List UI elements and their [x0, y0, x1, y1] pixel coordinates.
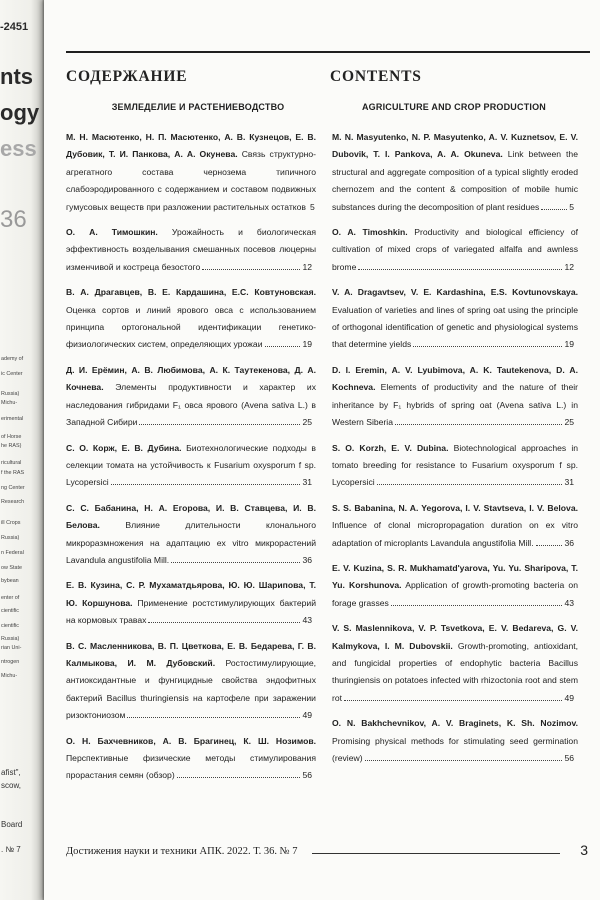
strip-text: he RAS) [1, 443, 22, 449]
contents-english [330, 68, 578, 775]
entry-authors: С. О. Корж, Е. В. Дубина. [66, 442, 182, 453]
strip-text: Russia) [1, 636, 20, 642]
strip-text: cientific [1, 608, 19, 614]
strip-text: ill Crops [1, 520, 21, 526]
strip-text: rian Uni- [1, 645, 22, 651]
leader-dots [413, 345, 562, 347]
strip-text: ogy [0, 100, 40, 125]
strip-text: Russia) [1, 535, 20, 541]
toc-entry [330, 440, 578, 492]
leader-dots [177, 776, 301, 778]
entry-title: Связь структурно-агрегатного состава чернозема типичного слабоэродированного с содержанием и составом подвижных гумусовых веществ при разложении растительных остатков [66, 149, 317, 212]
entry-authors: M. N. Masyutenko, N. P. Masyutenko, A. V. Kuznetsov, E. V. Dubovik, T. I. Pankova, A. A. Okuneva. [332, 132, 578, 160]
entry-page: 56 [564, 753, 574, 763]
entry-page: 49 [302, 710, 312, 721]
leader-dots [139, 423, 300, 425]
entry-authors: В. С. Масленникова, В. П. Цветкова, Е. В. Бедарева, Г. В. Калмыкова, И. М. Дубовский. [66, 640, 316, 668]
entry-page: 19 [564, 339, 574, 350]
toc-entry [330, 362, 578, 432]
toc-entry [66, 577, 330, 629]
toc-entry [66, 362, 330, 432]
entry-authors: E. V. Kuzina, S. R. Mukhamatd'yarova, Yu. Yu. Sharipova, T. Yu. Korshunova. [332, 562, 578, 591]
heading-ru: СОДЕРЖАНИЕ [66, 68, 188, 85]
entry-page: 36 [302, 554, 312, 565]
section-title-ru: ЗЕМЛЕДЕЛИЕ И РАСТЕНИЕВОДСТВО [111, 102, 285, 112]
entry-title: Influence of clonal micropropagation duration on ex vitro adaptation of microplants Lavandula angustifolia Mill. [332, 520, 578, 548]
strip-text: enter of [1, 595, 20, 601]
leader-dots [377, 483, 563, 485]
strip-text: -2451 [0, 21, 29, 33]
footer-rule [312, 853, 560, 854]
entry-page: 31 [564, 477, 574, 488]
entry-authors: С. С. Бабанина, Н. А. Егорова, И. В. Ставцева, И. В. Белова. [66, 502, 316, 531]
strip-text: Michu- [1, 400, 18, 406]
toc-entry [66, 733, 330, 785]
entry-page: 12 [564, 261, 574, 272]
entry-authors: O. N. Bakhchevnikov, A. V. Braginets, K. Sh. Nozimov. [332, 718, 578, 729]
entry-authors: О. Н. Бахчевников, А. В. Брагинец, К. Ш. Нозимов. [66, 735, 316, 746]
leader-dots [111, 483, 301, 485]
previous-page-edge [0, 0, 44, 900]
toc-entry [66, 129, 330, 216]
leader-dots [127, 716, 300, 718]
strip-text: erimental [1, 416, 24, 422]
strip-text: ow State [1, 565, 22, 571]
entry-authors: Е. В. Кузина, С. Р. Мухаматдьярова, Ю. Ю. Шарипова, Т. Ю. Коршунова. [66, 580, 316, 608]
strip-text: nts [0, 64, 33, 89]
entry-authors: O. A. Timoshkin. [332, 227, 408, 238]
entry-page: 36 [564, 537, 574, 548]
leader-dots [148, 621, 300, 623]
toc-entry [330, 560, 578, 612]
entry-page: 25 [564, 417, 574, 428]
top-rule [66, 51, 590, 53]
toc-entry [66, 440, 330, 492]
entry-authors: М. Н. Масютенко, Н. П. Масютенко, А. В. Кузнецов, Е. В. Дубовик, Т. И. Панкова, А. А. Окунева. [66, 132, 316, 160]
strip-text: bybean [1, 578, 19, 584]
entry-authors: V. A. Dragavtsev, V. E. Kardashina, E.S. Kovtunovskaya. [332, 287, 578, 298]
entry-title: Evaluation of varieties and lines of spring oat using the principle of orthogonal identification of genetic and physiological systems that determine yields [332, 304, 578, 350]
toc-entry [330, 224, 578, 276]
page-footer [66, 842, 590, 862]
leader-dots [171, 561, 300, 563]
section-title-en: AGRICULTURE AND CROP PRODUCTION [361, 102, 547, 112]
entry-title: Ростостимулирующие, антиоксидантные и фунгицидные свойства эндофитных бактерий Bacillus thuringiensis на картофеле при заражении ризоктониозом [66, 657, 316, 721]
entry-title: Biotechnological approaches in tomato breeding for resistance to Fusarium oxysporum f sp. Lycopersici [332, 442, 579, 488]
entry-page: 25 [302, 417, 312, 428]
journal-page [44, 0, 600, 900]
leader-dots [344, 699, 562, 701]
entry-title: Application of growth-promoting bacteria on forage grasses [332, 580, 578, 608]
entry-page: 31 [302, 477, 312, 488]
strip-text: f the RAS [1, 470, 25, 476]
entry-title: Биотехнологические подходы в селекции томата на устойчивость к Fusarium oxysporum f sp. Lycopersici [66, 442, 317, 488]
entry-title: Promising physical methods for stimulating seed germination (review) [332, 735, 578, 763]
strip-text: Russia) [1, 391, 20, 397]
heading-en: CONTENTS [330, 68, 422, 85]
entries-ru [66, 129, 330, 785]
strip-text: ng Center [1, 485, 25, 491]
journal-citation: Достижения науки и техники АПК. 2022. Т. 36. № 7 [66, 846, 298, 857]
leader-dots [391, 604, 563, 606]
entry-page: 43 [302, 615, 312, 626]
entry-title: Elements of productivity and the nature of their inheritance by F₁ hybrids of spring oat (Avena sativa L.) in Western Siberia [332, 382, 578, 428]
strip-text: ricultural [1, 460, 22, 466]
leader-dots [358, 268, 562, 270]
entry-page: 19 [302, 339, 312, 350]
entry-page: 56 [302, 770, 312, 781]
toc-entry [330, 500, 578, 552]
entry-title: Применение ростстимулирующих бактерий на кормовых травах [66, 597, 316, 626]
strip-text: Michu- [1, 673, 18, 679]
entry-title: Перспективные физические методы стимулирования прорастания семян (обзор) [66, 753, 316, 781]
leader-dots [536, 544, 563, 546]
entry-title: Link between the structural and aggregate composition of a typical slightly eroded chernozem and the content & composition of mobile humic substances during the decomposition of plant residues [332, 149, 578, 212]
entry-page: 12 [302, 261, 312, 272]
entry-authors: S. S. Babanina, N. A. Yegorova, I. V. Stavtseva, I. V. Belova. [332, 502, 578, 513]
entry-title: Productivity and biological efficiency of cultivation of mixed crops of variegated alfalfa and awnless brome [332, 227, 578, 272]
strip-text: . № 7 [1, 845, 21, 854]
strip-text: Research [1, 499, 25, 505]
strip-text: ess [0, 136, 37, 161]
entry-title: Элементы продуктивности и характер их наследования гибридами F₁ овса ярового (Avena sativa L.) в Западной Сибири [66, 382, 317, 428]
entry-authors: О. А. Тимошкин. [66, 227, 158, 238]
entry-page: 43 [564, 597, 574, 608]
toc-entry [330, 620, 578, 707]
toc-entry [330, 129, 578, 216]
toc-entry [66, 500, 330, 570]
page-number: 3 [580, 842, 588, 858]
toc-entry [66, 224, 330, 276]
entry-page: 5 [569, 201, 574, 212]
entry-page: 49 [564, 692, 574, 703]
leader-dots [365, 759, 563, 761]
toc-entry [330, 284, 578, 354]
leader-dots [265, 345, 301, 347]
leader-dots [541, 208, 567, 210]
strip-text: of Horse [1, 434, 22, 440]
strip-text: ic Center [1, 371, 23, 377]
strip-text: scow, [1, 781, 22, 790]
strip-text: ntrogen [1, 659, 20, 665]
strip-text: 36 [0, 206, 27, 233]
leader-dots [202, 268, 300, 270]
entry-authors: D. I. Eremin, A. V. Lyubimova, A. K. Tautekenova, D. A. Kochneva. [332, 364, 578, 393]
entry-authors: В. А. Драгавцев, В. Е. Кардашина, Е.С. Ковтуновская. [66, 287, 316, 298]
toc-entry [66, 284, 330, 354]
strip-text: ademy of [1, 356, 24, 362]
entry-page: 5 [309, 201, 315, 212]
entries-en [330, 129, 578, 767]
leader-dots [395, 423, 562, 425]
entry-title: Growth-promoting, antioxidant, and fungicidal properties of endophytic bacteria Bacillus thuringiensis on potatoes infected with rhizoctonia root and stem rot [332, 640, 578, 703]
toc-entry [330, 715, 578, 767]
strip-text: Board [1, 820, 23, 829]
entry-title: Влияние длительности клонального микроразмножения на адаптацию ex vitro микрорастений Lavandula angustifolia Mill. [66, 520, 316, 565]
strip-text: afist", [1, 768, 21, 777]
strip-text: n Federal [1, 550, 24, 556]
entry-authors: V. S. Maslennikova, V. P. Tsvetkova, E. V. Bedareva, G. V. Kalmykova, I. M. Dubovskii. [332, 623, 578, 651]
toc-entry [66, 638, 330, 725]
entry-authors: Д. И. Ерёмин, А. В. Любимова, А. К. Таутекенова, Д. А. Кочнева. [66, 364, 316, 393]
entry-title: Оценка сортов и линий ярового овса с использованием принципа ортогональной идентификации генетико-физиологических систем, определяющих урожаи [66, 304, 316, 350]
strip-text: cientific [1, 623, 19, 629]
entry-title: Урожайность и биологическая эффективность возделывания смешанных посевов люцерны изменчивой и костреца безостого [66, 227, 317, 272]
entry-authors: S. O. Korzh, E. V. Dubina. [332, 442, 449, 453]
contents-russian [66, 68, 330, 793]
